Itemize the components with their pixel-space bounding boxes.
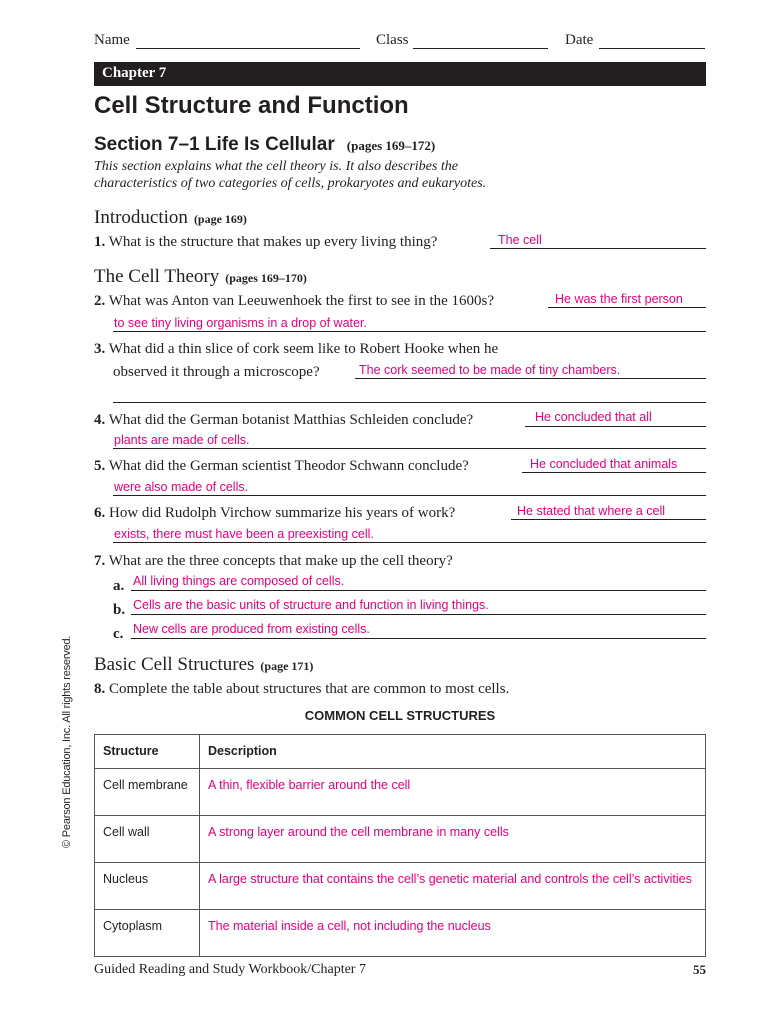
answer-6: He stated that where a cell xyxy=(517,504,665,518)
answer-7b: Cells are the basic units of structure and function in living things. xyxy=(133,598,489,612)
description-cell: A strong layer around the cell membrane in many cells xyxy=(200,816,706,863)
question-4 xyxy=(94,412,473,429)
answer-line[interactable] xyxy=(511,519,706,520)
section-heading xyxy=(94,134,435,156)
question-number: 8. xyxy=(94,681,106,697)
page-title: Cell Structure and Function xyxy=(94,92,409,119)
question-7 xyxy=(94,553,453,570)
answer-2: He was the first person xyxy=(555,292,683,306)
answer-3: The cork seemed to be made of tiny chambers. xyxy=(359,363,621,377)
answer-5: He concluded that animals xyxy=(530,457,678,471)
section-intro-1: This section explains what the cell theory is. It also describes the xyxy=(94,159,458,174)
answer-line[interactable] xyxy=(131,590,706,591)
answer-line[interactable] xyxy=(522,472,706,473)
question-text: What did a thin slice of cork seem like to Robert Hooke when he xyxy=(108,341,499,357)
name-field[interactable] xyxy=(136,48,360,49)
answer-line[interactable] xyxy=(525,426,706,427)
header-structure: Structure xyxy=(95,735,200,769)
heading-text: The Cell Theory xyxy=(94,266,220,287)
question-number: 6. xyxy=(94,505,106,521)
heading-pages: (pages 169–170) xyxy=(225,271,307,285)
page-number: 55 xyxy=(693,962,706,977)
answer-line[interactable] xyxy=(113,402,706,403)
answer-line[interactable] xyxy=(355,378,706,379)
answer-line[interactable] xyxy=(131,614,706,615)
description-cell: A large structure that contains the cell’s genetic material and controls the cell’s activities xyxy=(200,863,706,910)
question-number: 2. xyxy=(94,293,106,309)
section-pages: (pages 169–172) xyxy=(346,138,436,153)
class-field[interactable] xyxy=(413,48,548,49)
structure-cell: Cytoplasm xyxy=(95,910,200,957)
question-number: 4. xyxy=(94,412,106,428)
table-row xyxy=(95,863,706,910)
question-5 xyxy=(94,458,469,475)
answer-line[interactable] xyxy=(113,331,706,332)
answer-line[interactable] xyxy=(548,307,706,308)
answer-line[interactable] xyxy=(113,542,706,543)
table-title: COMMON CELL STRUCTURES xyxy=(304,708,496,723)
date-label: Date xyxy=(565,32,594,48)
class-label: Class xyxy=(376,32,409,48)
part-b-label: b. xyxy=(113,602,126,618)
table-row xyxy=(95,816,706,863)
answer-7c: New cells are produced from existing cells. xyxy=(133,622,370,636)
question-1 xyxy=(94,234,437,251)
chapter-bar xyxy=(94,62,706,86)
answer-4-cont: plants are made of cells. xyxy=(114,433,250,447)
question-number: 1. xyxy=(94,234,106,250)
question-8 xyxy=(94,681,509,698)
question-number: 3. xyxy=(94,341,106,357)
cell-theory-heading xyxy=(94,266,307,288)
question-2 xyxy=(94,293,494,310)
question-number: 7. xyxy=(94,553,106,569)
description-cell: A thin, flexible barrier around the cell xyxy=(200,769,706,816)
question-text: What did the German scientist Theodor Schwann conclude? xyxy=(108,458,469,474)
cell-structures-table xyxy=(94,734,706,957)
question-text: How did Rudolph Virchow summarize his years of work? xyxy=(109,505,456,521)
part-c-label: c. xyxy=(113,626,124,642)
structure-cell: Nucleus xyxy=(95,863,200,910)
table-header-row xyxy=(95,735,706,769)
description-cell: The material inside a cell, not including the nucleus xyxy=(200,910,706,957)
question-6 xyxy=(94,505,455,522)
answer-line[interactable] xyxy=(490,248,706,249)
question-text: What did the German botanist Matthias Schleiden conclude? xyxy=(108,412,474,428)
answer-2-cont: to see tiny living organisms in a drop of water. xyxy=(114,316,367,330)
answer-line[interactable] xyxy=(113,495,706,496)
introduction-heading xyxy=(94,207,247,229)
heading-pages: (page 169) xyxy=(193,212,247,226)
answer-line[interactable] xyxy=(113,448,706,449)
answer-5-cont: were also made of cells. xyxy=(114,480,249,494)
date-field[interactable] xyxy=(599,48,705,49)
name-label: Name xyxy=(94,32,130,48)
footer-title: Guided Reading and Study Workbook/Chapter 7 xyxy=(94,962,366,977)
structure-cell: Cell wall xyxy=(95,816,200,863)
question-text: What was Anton van Leeuwenhoek the first to see in the 1600s? xyxy=(108,293,495,309)
structure-cell: Cell membrane xyxy=(95,769,200,816)
answer-4: He concluded that all xyxy=(535,410,652,424)
heading-text: Introduction xyxy=(94,207,188,228)
answer-1: The cell xyxy=(498,233,542,247)
question-3 xyxy=(94,341,498,358)
question-text: What is the structure that makes up every living thing? xyxy=(108,234,438,250)
answer-line[interactable] xyxy=(131,638,706,639)
answer-7a: All living things are composed of cells. xyxy=(133,574,345,588)
copyright-notice: © Pearson Education, Inc. All rights reserved. xyxy=(61,635,73,848)
section-intro-2: characteristics of two categories of cells, prokaryotes and eukaryotes. xyxy=(94,176,487,191)
heading-text: Basic Cell Structures xyxy=(94,654,255,675)
answer-6-cont: exists, there must have been a preexisting cell. xyxy=(114,527,374,541)
question-text: What are the three concepts that make up the cell theory? xyxy=(108,553,453,569)
basic-structures-heading xyxy=(94,654,313,676)
section-title: Section 7–1 Life Is Cellular xyxy=(94,134,335,155)
heading-pages: (page 171) xyxy=(260,659,314,673)
part-a-label: a. xyxy=(113,578,125,594)
chapter-label: Chapter 7 xyxy=(102,65,167,81)
question-text: Complete the table about structures that are common to most cells. xyxy=(109,681,510,697)
header-description: Description xyxy=(200,735,706,769)
table-row xyxy=(95,910,706,957)
question-number: 5. xyxy=(94,458,106,474)
table-row xyxy=(95,769,706,816)
question-3-line2: observed it through a microscope? xyxy=(113,364,320,380)
